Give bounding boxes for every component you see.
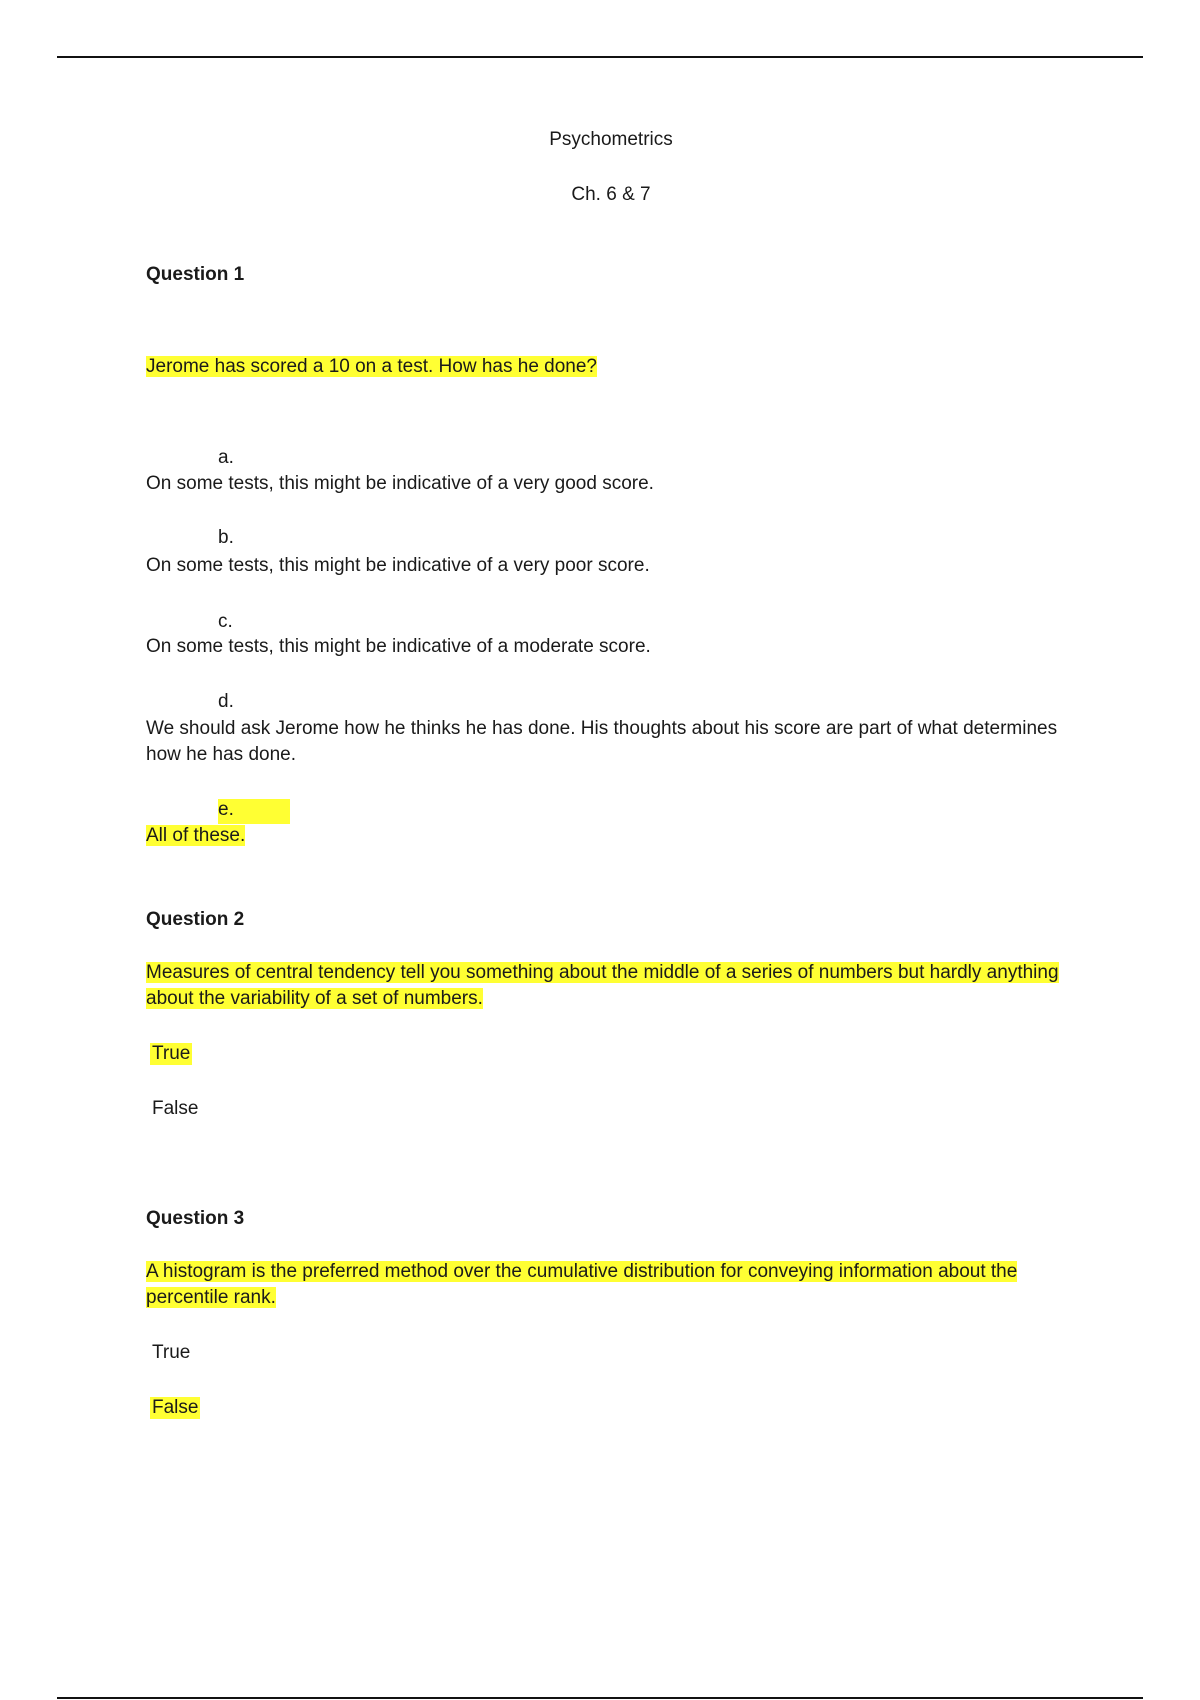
q2-option-true: True (152, 1043, 191, 1064)
question-1-text (146, 354, 1076, 380)
question-3-highlight: A histogram is the preferred method over the cumulative distribution for conveying information about the percentile rank. (146, 1261, 1018, 1308)
q3-option-false: False (152, 1397, 199, 1418)
question-1-label: Question 1 (146, 264, 245, 285)
q1-option-c-text: On some tests, this might be indicative of a moderate score. (146, 636, 651, 657)
q1-option-d-letter: d. (218, 691, 234, 712)
header-rule (57, 56, 1143, 58)
q1-option-b-letter: b. (218, 527, 234, 548)
question-1-highlight: Jerome has scored a 10 on a test. How has he done? (146, 356, 597, 377)
q1-option-e-text (146, 823, 1066, 849)
question-2-text (146, 960, 1076, 1012)
footer-rule (57, 1697, 1143, 1699)
question-3-label: Question 3 (146, 1208, 245, 1229)
q3-option-true: True (152, 1342, 191, 1363)
question-3-text (146, 1259, 1076, 1311)
q1-option-c-letter: c. (218, 611, 233, 632)
question-2-label: Question 2 (146, 909, 245, 930)
q1-option-e-letter: e. (218, 799, 290, 824)
document-subtitle: Ch. 6 & 7 (571, 184, 651, 205)
question-2-highlight: Measures of central tendency tell you something about the middle of a series of numbers but hardly anything about the variability of a set of numbers. (146, 962, 1059, 1009)
q1-option-a-letter: a. (218, 447, 234, 468)
document-title: Psychometrics (549, 129, 673, 150)
q1-option-d-text: We should ask Jerome how he thinks he has done. His thoughts about his score are part of what determines how he has done. (146, 718, 1058, 765)
q1-option-a-text: On some tests, this might be indicative of a very good score. (146, 473, 654, 494)
q1-option-e-highlight: All of these. (146, 825, 246, 846)
q2-option-false: False (152, 1098, 199, 1119)
q1-option-b-text: On some tests, this might be indicative of a very poor score. (146, 555, 650, 576)
